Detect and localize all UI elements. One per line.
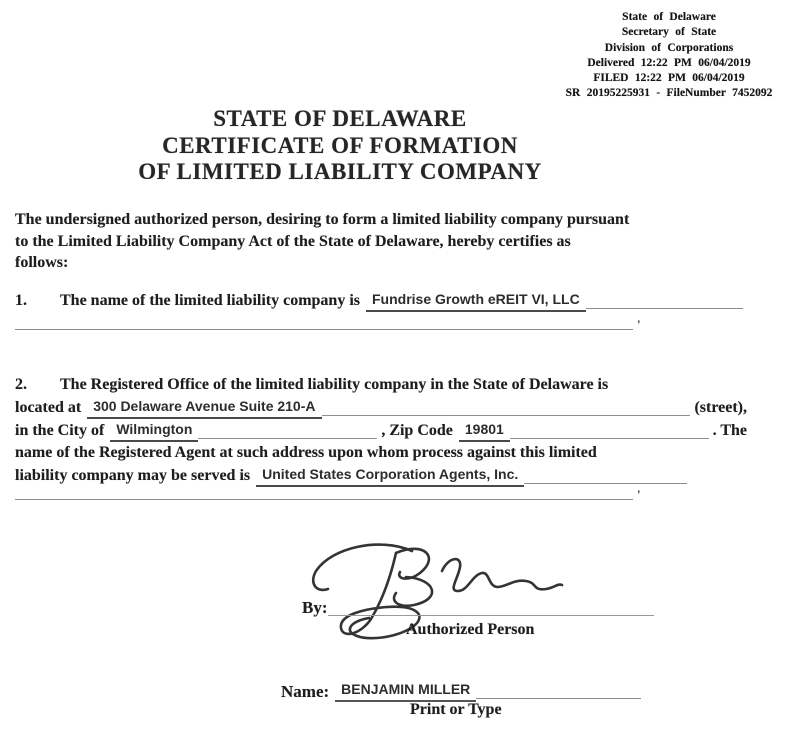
signature-stroke-tail bbox=[442, 559, 562, 591]
item-1-trailing-mark: ' bbox=[637, 317, 641, 332]
stamp-line-division: Division of Corporations bbox=[604, 41, 734, 54]
stamp-line-secretary: Secretary of State bbox=[621, 26, 717, 39]
item-1-company-name bbox=[15, 289, 743, 312]
name-row bbox=[281, 679, 641, 702]
stamp-line-delivered: Delivered 12:22 PM 06/04/2019 bbox=[587, 56, 751, 69]
item-2-continuation-rule bbox=[15, 484, 633, 500]
authorized-person-label: Authorized Person bbox=[406, 621, 535, 638]
intro-line-3: follows: bbox=[15, 254, 69, 271]
item-1-label: The name of the limited liability company is bbox=[60, 292, 360, 309]
item-1-continuation-line bbox=[15, 314, 647, 330]
company-name-value: Fundrise Growth eREIT VI, LLC bbox=[366, 289, 586, 312]
item-2-line-1-text: The Registered Office of the limited liability company in the State of Delaware is bbox=[60, 376, 609, 393]
zip-code-value: 19801 bbox=[459, 419, 510, 442]
stamp-line-filed: FILED 12:22 PM 06/04/2019 bbox=[593, 72, 745, 85]
after-zip-text: . The bbox=[712, 422, 747, 439]
filing-stamp bbox=[551, 10, 787, 102]
document-title bbox=[60, 106, 620, 186]
printed-name-value: BENJAMIN MILLER bbox=[335, 679, 476, 702]
zip-blank-line bbox=[510, 437, 709, 439]
registered-agent-value: United States Corporation Agents, Inc. bbox=[256, 464, 524, 487]
item-2-number: 2. bbox=[15, 376, 27, 393]
print-or-type-label: Print or Type bbox=[410, 701, 502, 718]
stamp-line-state: State of Delaware bbox=[622, 11, 716, 23]
agent-label: liability company may be served is bbox=[15, 467, 251, 484]
intro-line-1: The undersigned authorized person, desiring to form a limited liability company pursuant bbox=[15, 211, 630, 228]
title-line-3: OF LIMITED LIABILITY COMPANY bbox=[138, 159, 542, 184]
item-1-number: 1. bbox=[15, 292, 27, 309]
intro-paragraph bbox=[15, 209, 777, 274]
street-address-value: 300 Delaware Avenue Suite 210-A bbox=[87, 396, 321, 419]
title-line-2: CERTIFICATE OF FORMATION bbox=[162, 132, 518, 158]
item-2-line-4-text: name of the Registered Agent at such address upon whom process against this limited bbox=[15, 444, 597, 461]
item-2-continuation-line bbox=[15, 484, 647, 500]
located-at-label: located at bbox=[15, 399, 82, 416]
street-blank-line bbox=[322, 414, 691, 416]
intro-line-2: to the Limited Liability Company Act of the State of Delaware, hereby certifies as bbox=[15, 232, 571, 250]
signature-by-row bbox=[302, 598, 654, 618]
item-2-line-1 bbox=[15, 374, 747, 396]
item-2-line-4 bbox=[15, 442, 747, 464]
item-2-trailing-mark: ' bbox=[637, 487, 641, 502]
item-2-city-zip-line bbox=[15, 419, 747, 442]
item-1-continuation-rule bbox=[15, 314, 633, 330]
by-label: By: bbox=[302, 598, 328, 617]
company-name-blank-line bbox=[586, 307, 743, 309]
zip-code-label: , Zip Code bbox=[381, 422, 453, 439]
signature-stroke-bowl-top bbox=[396, 549, 429, 579]
city-label: in the City of bbox=[15, 422, 105, 439]
name-blank-line bbox=[476, 697, 641, 699]
item-2-registered-office bbox=[15, 374, 747, 487]
signature-line bbox=[328, 614, 655, 616]
city-value: Wilmington bbox=[110, 419, 198, 442]
city-blank-line bbox=[198, 437, 377, 439]
item-2-street-line bbox=[15, 396, 747, 419]
name-label: Name: bbox=[281, 682, 330, 701]
title-line-1: STATE OF DELAWARE bbox=[213, 106, 467, 131]
stamp-line-sr-filenumber: SR 20195225931 - FileNumber 7452092 bbox=[565, 87, 773, 100]
street-suffix-label: (street), bbox=[694, 399, 747, 416]
signature-stroke-spine bbox=[341, 553, 396, 634]
